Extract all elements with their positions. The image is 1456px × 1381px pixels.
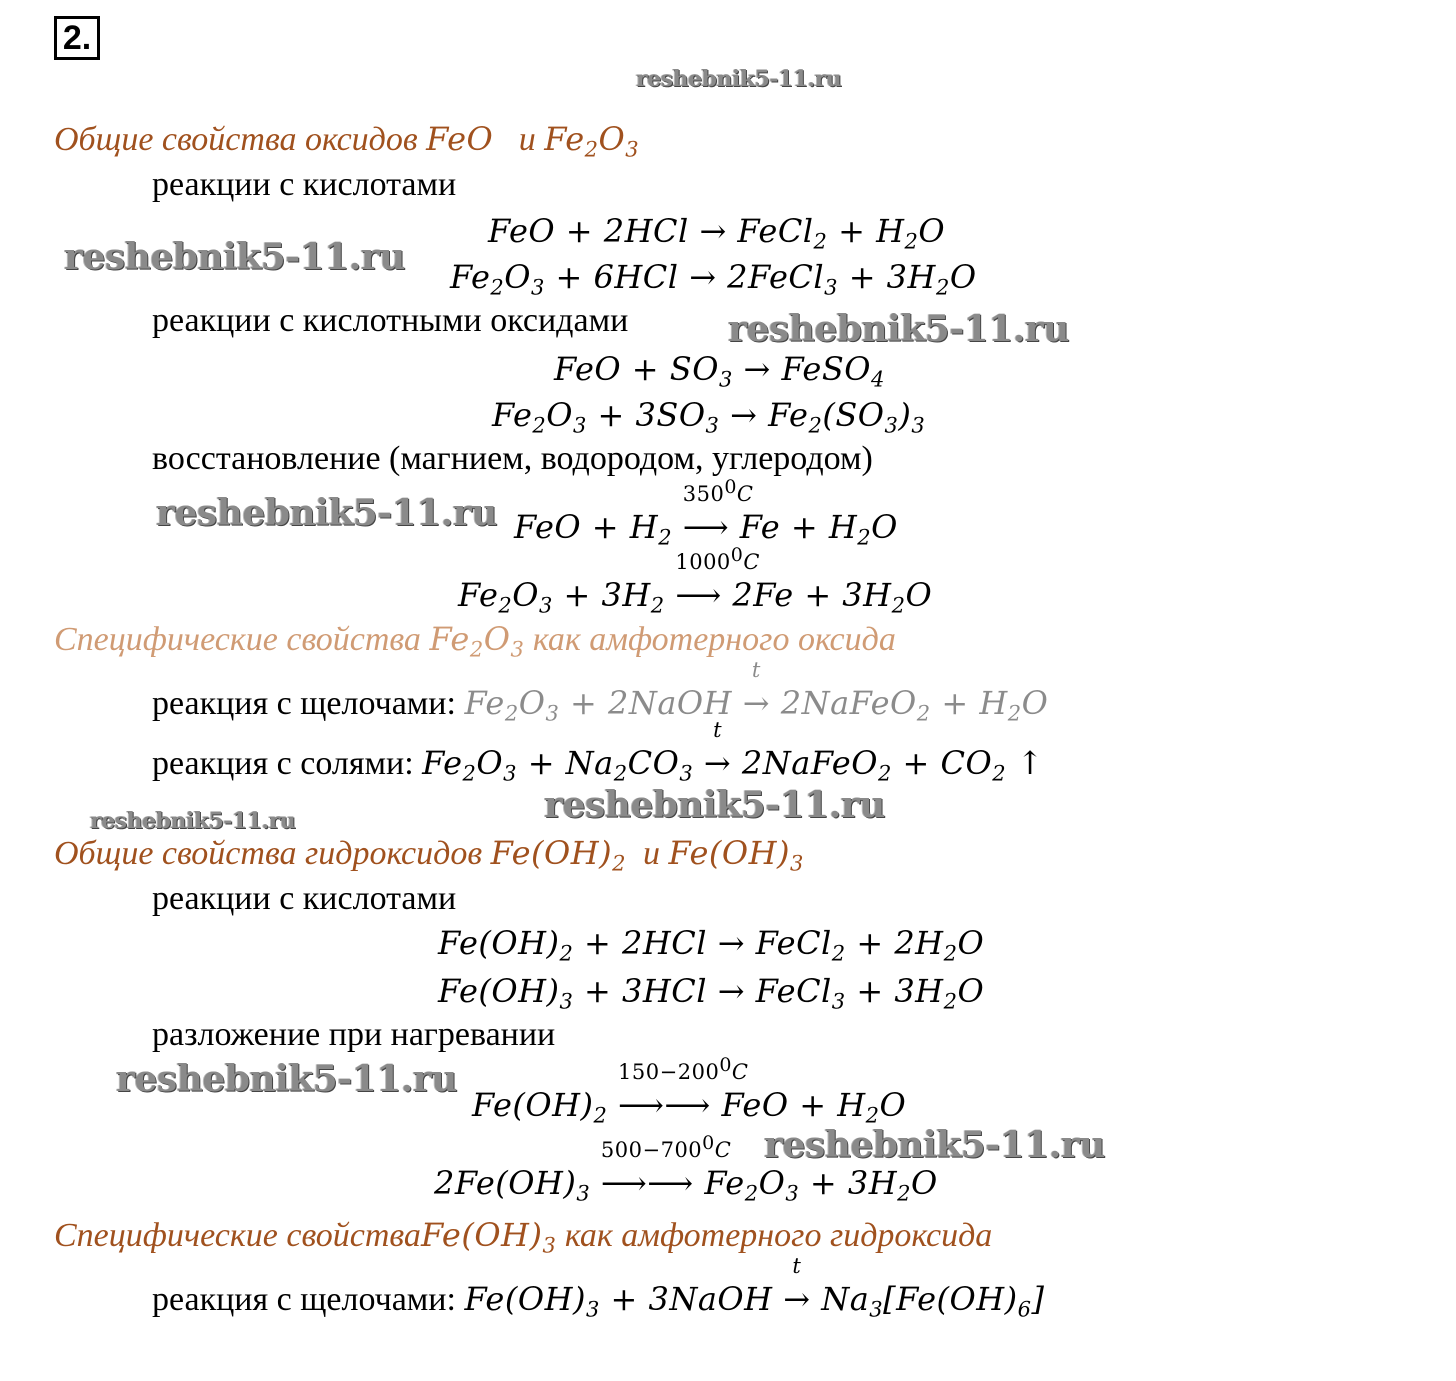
heading-formula: $Fe(OH)_3$	[668, 834, 804, 876]
arrow-with-condition: 1000$^0$C ⟶	[675, 544, 760, 614]
equation: $2Fe(OH)_3$ $500-700^0C$ ⟶⟶ $Fe_2O_3 + 3H_2O$	[434, 1132, 938, 1206]
reaction-condition: 1000$^0$C	[675, 544, 760, 574]
arrow-with-condition: $500-700^0C$ ⟶⟶	[600, 1132, 732, 1202]
reaction-condition: $500-700^0C$	[600, 1132, 732, 1162]
reaction-condition: $350^0C$	[682, 476, 754, 506]
heading-text: Специфические свойства	[54, 621, 421, 658]
equation: $Fe_2O_3$ + 2NaOH t → 2NaFeO$_2$ + $H_2O$	[464, 658, 1049, 726]
section-heading-hydroxides	[54, 834, 804, 876]
equation: $Fe_2O_3 + 3H_2$ 1000$^0$C ⟶ $2Fe + 3H_2O$	[458, 544, 933, 618]
heading-tail: как амфотерного оксида	[532, 621, 896, 658]
label-decomposition: разложение при нагревании	[152, 1016, 556, 1053]
watermark: reshebnik5-11.ru	[544, 784, 885, 826]
equation: $Fe_2O_3 + Na_2CO_3$ t → 2NaFeO$_2$ + $CO_2$ ↑	[422, 718, 1045, 786]
heading-formula: $Fe(OH)_3$	[420, 1216, 557, 1258]
reaction-condition: $150-200^0C$	[618, 1054, 749, 1084]
label-salt-reaction: реакция с солями:	[152, 745, 414, 782]
heading-text: Специфические свойства	[54, 1217, 421, 1254]
heading-formula: $Fe_2O_3$	[429, 620, 525, 662]
alkali-reaction-row	[152, 658, 1049, 726]
equation: $Fe_2O_3 + 3SO_3 \to Fe_2(SO_3)_3$	[492, 396, 926, 438]
section-heading-oxides	[54, 120, 640, 162]
heading-tail: как амфотерного гидроксида	[564, 1217, 993, 1254]
equation: $Fe(OH)_3 + 3HCl$ → FeCl$_3$ + $3H_2O$	[438, 972, 985, 1014]
alkali-reaction-row	[152, 1254, 1045, 1322]
salt-reaction-row	[152, 718, 1045, 786]
equation: FeO + $H_2$ $350^0C$ ⟶ $Fe + H_2O$	[514, 476, 898, 550]
reaction-condition: t	[751, 658, 761, 682]
equation: $Fe(OH)_3$ + 3NaOH t → $Na_3[Fe(OH)_6]$	[464, 1254, 1045, 1322]
section-heading-oxide-specific	[54, 620, 896, 662]
watermark: reshebnik5-11.ru	[156, 492, 497, 534]
label-acid-oxide-reactions: реакции с кислотными оксидами	[152, 302, 629, 339]
label-acid-reactions: реакции с кислотами	[152, 166, 457, 203]
heading-formula: FeO	[426, 120, 494, 158]
heading-formula: $Fe(OH)_2$	[490, 834, 626, 876]
reaction-condition: t	[792, 1254, 802, 1278]
heading-and: и	[518, 121, 536, 158]
label-alkali-reaction: реакция с щелочами:	[152, 685, 456, 722]
task-number: 2.	[54, 16, 100, 60]
watermark: reshebnik5-11.ru	[764, 1124, 1105, 1166]
equation: $Fe(OH)_2 + 2HCl$ → FeCl$_2$ + $2H_2O$	[438, 924, 985, 966]
heading-text: Общие свойства гидроксидов	[54, 835, 483, 872]
watermark: reshebnik5-11.ru	[116, 1058, 457, 1100]
label-acid-reactions: реакции с кислотами	[152, 880, 457, 917]
arrow-with-condition: $350^0C$ ⟶	[682, 476, 754, 546]
equation: $Fe_2O_3 + 6HCl$ → 2FeCl$_3$ + $3H_2O$	[450, 258, 977, 300]
equation: FeO + 2HCl → FeCl$_2$ + $H_2O$	[488, 212, 946, 254]
arrow-with-condition: $150-200^0C$ ⟶⟶	[618, 1054, 749, 1124]
section-heading-hydroxide-specific	[54, 1216, 993, 1258]
label-alkali-reaction: реакция с щелочами:	[152, 1281, 456, 1318]
heading-and: и	[642, 835, 660, 872]
watermark: reshebnik5-11.ru	[64, 236, 405, 278]
reaction-condition: t	[713, 718, 723, 742]
label-reduction: восстановление (магнием, водородом, углеродом)	[152, 440, 873, 477]
watermark: reshebnik5-11.ru	[636, 66, 842, 92]
watermark: reshebnik5-11.ru	[90, 808, 296, 834]
heading-text: Общие свойства оксидов	[54, 121, 418, 158]
arrow-with-condition: t →	[742, 658, 771, 722]
equation: FeO + $SO_3$ → FeSO$_4$	[554, 350, 885, 392]
arrow-with-condition: t →	[783, 1254, 811, 1318]
watermark: reshebnik5-11.ru	[728, 308, 1069, 350]
heading-formula: $Fe_2O_3$	[544, 120, 640, 162]
arrow-with-condition: t →	[703, 718, 732, 782]
equation: $Fe(OH)_2$ $150-200^0C$ ⟶⟶ FeO + $H_2O$	[472, 1054, 907, 1128]
